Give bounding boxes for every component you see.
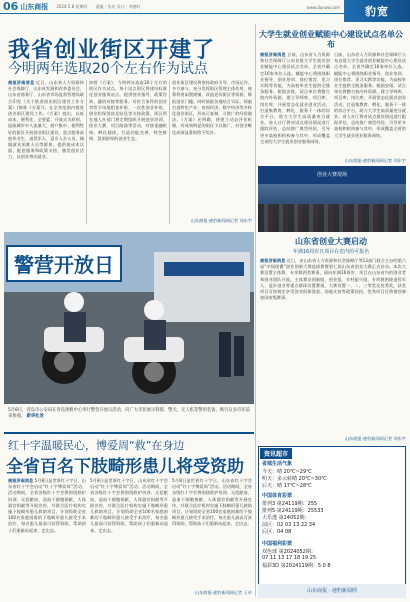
right-mid-subheadline: 年满16周岁且项目在省内的可报名 (292, 249, 370, 255)
photo-caption (8, 408, 250, 420)
right-mid-body-block (260, 258, 406, 434)
sports-lottery-header: 中国体育彩票 (262, 493, 293, 499)
story3-body-cont2: 5月8日是世界红十字日，山东省红十字会启动“红十字博爱周”活动。活动期间，全省各级红十字会将围绕救护培训、无偿献血、造血干细胞捐献、人体器官捐献等开展宣传，并联合医疗机构实施下肢畸形患儿救助项目，计划资助全省100名家庭困难的下肢畸形患儿接受手术治疗，每名患儿最高可获得资助，帮助孩子们重新站起来、走出去。 (172, 478, 252, 527)
lead-source: 山东商报·速豹新闻网记者 刘东宇 (190, 218, 252, 223)
lead-body-3: 创业街区建设将坚持政府引导、市场运作、多方参与，充分发挥街区管理主体作用，统筹利用闲置商铺、改造老旧街区等资源，降低创业门槛。同时鼓励各地结合实际，探索打造特色产业、夜间经济、数字经济等多样化创业街区，形成可复制、可推广的经验做法。《方案》还明确，将建立动态评估机制，对成效明显的街区予以推广，对创业孵化成效显著的给予奖补。 (172, 80, 252, 135)
lead-body-1: 近日，山东省人力资源和社会保障厅、山东省发展和改革委员会、山东省商务厅、山东省市场监督管理局联合印发《关于推进创业街区建设工作方案》(简称《方案》)，在全省范围内推进创业街区建设工作。《方案》提出，以低成本、便利化、全要素、开放式为原则，选取城市中人流量大、商户集中、便利性好的街区开展创业街区建设，重点服务高校毕业生、退役军人、返乡入乡人员、城镇就业困难人员等群体，提供低成本店面、配套服务和政策支持，激发创业活力，以创业带动就业。 (8, 80, 84, 160)
welfare-line: 福彩3D 第2024119期：5 0 8 (262, 563, 331, 569)
page-divider (255, 24, 256, 596)
footer-ad: 山东商报 · 速豹新闻网 (258, 584, 406, 598)
story3-column-2 (90, 478, 168, 596)
story3-byline: 商报济南消息 (8, 478, 34, 483)
lead-column-3 (172, 80, 252, 216)
weather-tomorrow: 明天：多云转晴 20℃~30℃ (262, 476, 327, 482)
crowd-image (258, 204, 406, 232)
lead-byline: 商报济南消息 (8, 80, 35, 85)
story3-column-1 (8, 478, 86, 596)
right-top-headline: 大学生就业创业赋能中心建设试点名单公布 (259, 30, 403, 49)
date-line: 2024.5.8 星期四 (56, 3, 88, 9)
right-mid-source: 山东商报·速豹新闻网记者 刘东宇 (344, 436, 406, 441)
right-top-column-2 (334, 52, 406, 156)
right-top-source: 山东商报·速豹新闻网记者 刘东宇 (344, 158, 406, 163)
info-box-title: 资讯超市 (260, 448, 292, 459)
lead-column-2 (89, 80, 167, 224)
paper-name: 山东商报 (20, 2, 49, 11)
story3-body: 5月8日是世界红十字日，山东省红十字会启动“红十字博爱周”活动。活动期间，全省各级红十字会将围绕救护培训、无偿献血、造血干细胞捐献、人体器官捐献等开展宣传，并联合医疗机构实施下肢畸形患儿救助项目，计划资助全省100名家庭困难的下肢畸形患儿接受手术治疗，每名患儿最高可获得资助，帮助孩子们重新站起来、走出去。 (8, 478, 86, 533)
column-divider (169, 80, 170, 224)
weather-today: 今天：晴 20℃~29℃ (262, 469, 312, 475)
lead-column-1 (8, 80, 84, 224)
weather-header: 省城生活气象 (262, 461, 293, 467)
story3-source: 山东商报·速豹新闻网记者 王卓 (194, 590, 252, 595)
column-divider (86, 80, 87, 224)
lottery-line: 大乐透 第24052期： (262, 515, 310, 521)
weather-day-after: 后天：晴 17℃~28℃ (262, 483, 312, 489)
site-url: www.dunow.com (306, 5, 340, 10)
editor-line: 责编｜张亮 设计｜李德红 (95, 3, 141, 9)
lead-subheadline: 今明两年选取20个左右作为试点 (8, 61, 208, 77)
right-top-column-1 (260, 52, 330, 156)
section-rule (4, 432, 254, 434)
lottery-line: 排列3 第24119期：255 (262, 501, 318, 507)
page-number: 06 (3, 0, 19, 13)
photo-caption-source: 新华社发 (26, 414, 44, 419)
lead-headline: 我省创业街区开建了 (8, 38, 216, 63)
contest-photo (258, 166, 406, 232)
lottery-line: 后区：04 08 (262, 529, 292, 535)
welfare-line: 07 11 13 17 18 19 25 (262, 555, 317, 561)
welfare-line: 双色球 第2024052期： (262, 549, 316, 555)
right-mid-headline: 山东省创业大赛启动 (295, 237, 367, 246)
welfare-lottery-header: 中国福利彩票 (262, 541, 293, 547)
photo-stamp: 警营开放日 (6, 245, 122, 282)
photo-banner: 创业大赛现场 (258, 166, 406, 184)
right-mid-body: 近日，由山东省人力资源和社会保障厅等12部门联合主办的第六届“中国创翼”创业创新大赛选拔赛暨第七届山东省创业大赛正式启动。本次大赛设置主体赛、专项赛两类赛事，面向年满16周岁、项目在山东省内的创业者和创业团队开放。主体赛设创新组、创业组、乡村振兴组，专项赛围绕退役军人、返乡创业等重点群体设置赛道。大赛设置一、二、三等奖及优秀奖，获奖项目可按规定享受创业担保贷款、场地支持等政策扶持，优秀项目还将推荐参加国家级赛事。 (260, 258, 406, 301)
right-mid-byline: 商报济南消息 (260, 258, 286, 263)
photo-caption-text: 5月8日，青岛市公安局在青岛奥帆中心举行警营开放日活动，向广大市民展示铁骑、警犬、无人机等警用装备，吸引众多市民前来参观。 (8, 408, 250, 419)
section-brand: 豹宽 (344, 0, 410, 22)
story3-body-cont: 5月8日是世界红十字日，山东省红十字会启动“红十字博爱周”活动。活动期间，全省各级红十字会将围绕救护培训、无偿献血、造血干细胞捐献、人体器官捐献等开展宣传，并联合医疗机构实施下肢畸形患儿救助项目，计划资助全省100名家庭困难的下肢畸形患儿接受手术治疗，每名患儿最高可获得资助，帮助孩子们重新站起来、走出去。 (90, 478, 168, 533)
lottery-line: 前区：02 03 13 22 34 (262, 522, 316, 528)
lottery-line: 排列5 第24119期：25533 (262, 508, 324, 514)
lead-body-2: 按照《方案》，今明两年选取20个左右的街区作为试点，每个试点街区将建设标准化创业服务站点，提供创业指导、政策咨询、融资对接等服务。对符合条件的创业者给予场地租金补贴、一次性创业补贴、创业担保贷款及贴息等支持政策。街区所在地人社部门将定期组织开展创业培训、创业大赛、项目路演等活动，对接金融机构、孵化载体，打造功能完善、特色鲜明、氛围浓厚的创业生态。 (89, 80, 167, 141)
right-top-byline: 商报济南消息 (260, 52, 286, 57)
story3-kicker: 红十字温暖民心，博爱周“救”在身边 (8, 439, 185, 452)
right-top-body: 日前，山东省人力资源和社会保障厅公布首批大学生就业创业赋能中心建设试点名单，全省共确定16家单位入选。赋能中心将围绕职业指导、创业培训、岗位推荐、见习实践等功能，为高校毕业生提供全链条服务。根据安排，试点单位将整合校内外资源，建立导师库、项目库、岗位库，开展常态化就业创业活动，打造集教育、孵化、服务于一体的综合平台，助力大学生高质量充分就业。省人社厅将对试点建设情况进行跟踪评估，总结推广典型经验，引导更多高校和机构参与其中，形成覆盖全省的大学生就业创业服务网络。 (260, 52, 330, 144)
right-top-body-cont: 日前，山东省人力资源和社会保障厅公布首批大学生就业创业赋能中心建设试点名单，全省共确定16家单位入选。赋能中心将围绕职业指导、创业培训、岗位推荐、见习实践等功能，为高校毕业生提供全链条服务。根据安排，试点单位将整合校内外资源，建立导师库、项目库、岗位库，开展常态化就业创业活动，打造集教育、孵化、服务于一体的综合平台，助力大学生高质量充分就业。省人社厅将对试点建设情况进行跟踪评估，总结推广典型经验，引导更多高校和机构参与其中，形成覆盖全省的大学生就业创业服务网络。 (334, 52, 406, 138)
story3-column-3 (172, 478, 252, 588)
story3-headline: 全省百名下肢畸形患儿将受资助 (6, 457, 244, 477)
